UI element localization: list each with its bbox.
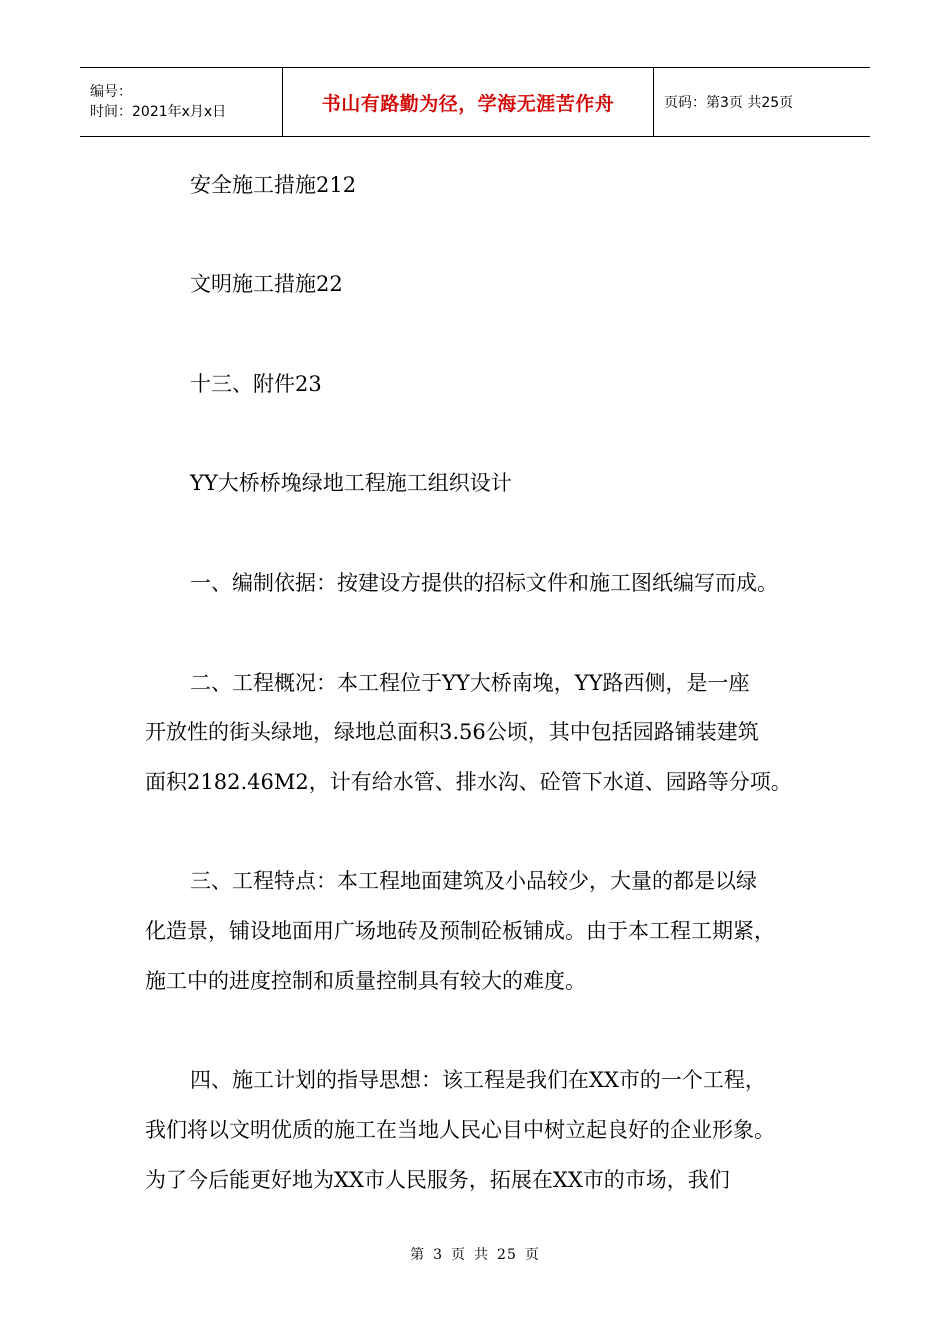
toc-item-safety: 安全施工措施212 (190, 173, 357, 197)
page-footer (0, 1244, 950, 1264)
section-2-line-3: 面积2182.46M2，计有给水管、排水沟、砼管下水道、园路等分项。 (145, 770, 792, 794)
section-3-line-2: 化造景，铺设地面用广场地砖及预制砼板铺成。由于本工程工期紧， (145, 919, 775, 943)
section-4-line-3: 为了今后能更好地为XX市人民服务，拓展在XX市的市场，我们 (145, 1168, 730, 1192)
section-4-line-2: 我们将以文明优质的施工在当地人民心目中树立起良好的企业形象。 (145, 1118, 775, 1142)
section-1-line: 一、编制依据：按建设方提供的招标文件和施工图纸编写而成。 (190, 571, 778, 595)
motto: 书山有路勤为径，学海无涯苦作舟 (321, 92, 615, 115)
section-2-line-2: 开放性的街头绿地，绿地总面积3.56公顷，其中包括园路铺装建筑 (145, 720, 759, 744)
section-3-line-3: 施工中的进度控制和质量控制具有较大的难度。 (145, 969, 586, 993)
code-label: 编号： (90, 84, 132, 100)
footer-ye: 页 (451, 1247, 467, 1263)
page-header (80, 67, 870, 137)
toc-item-appendix: 十三、附件23 (190, 372, 322, 396)
footer-page-number: 3 (433, 1247, 444, 1263)
footer-total-pages: 25 (497, 1247, 517, 1263)
section-2-line-1: 二、工程概况：本工程位于YY大桥南堍，YY路西侧，是一座 (190, 671, 750, 695)
footer-gong: 共 (474, 1247, 490, 1263)
header-motto-cell (282, 68, 654, 136)
header-left-cell (80, 68, 282, 136)
toc-item-civilized: 文明施工措施22 (190, 272, 343, 296)
footer-di: 第 (410, 1247, 426, 1263)
section-4-line-1: 四、施工计划的指导思想：该工程是我们在XX市的一个工程， (190, 1068, 766, 1092)
page-info: 页码：第3页 共25页 (664, 95, 794, 111)
header-right-cell (654, 68, 870, 136)
document-title: YY大桥桥堍绿地工程施工组织设计 (190, 471, 512, 495)
section-3-line-1: 三、工程特点：本工程地面建筑及小品较少，大量的都是以绿 (190, 869, 757, 893)
time-label: 时间：2021年x月x日 (90, 104, 227, 120)
footer-ye-2: 页 (524, 1247, 540, 1263)
